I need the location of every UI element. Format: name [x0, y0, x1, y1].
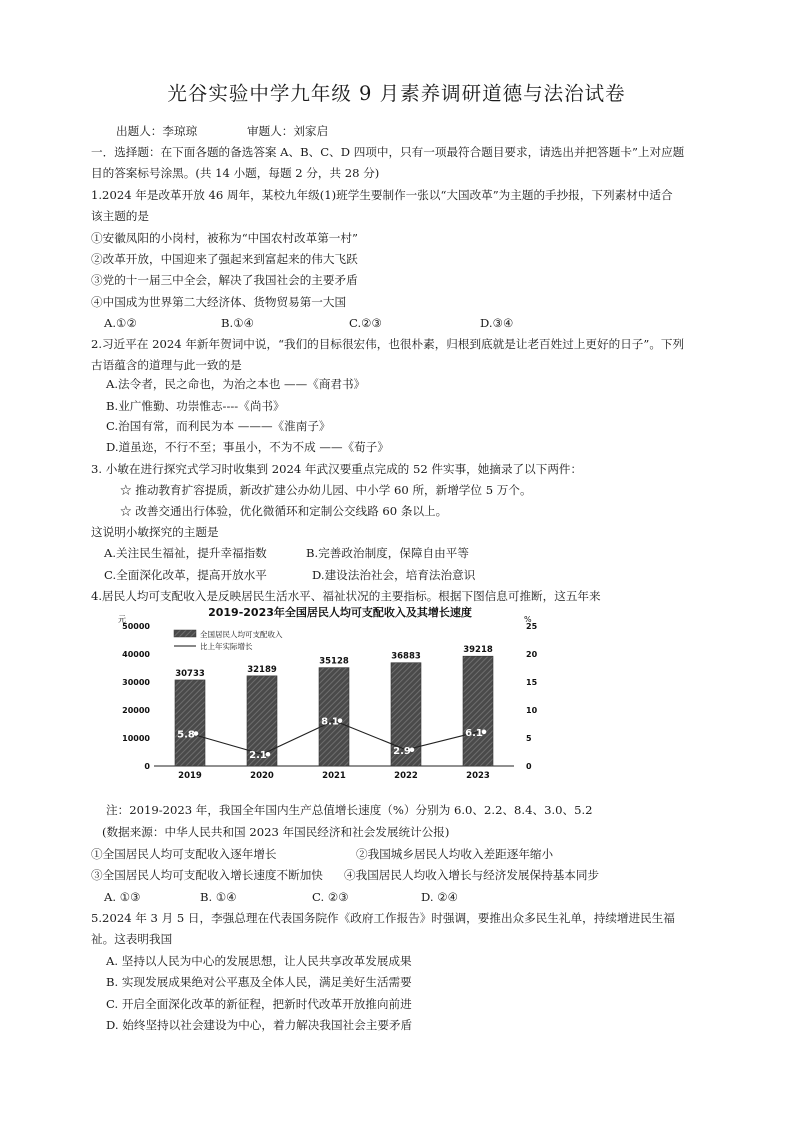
left-tick-label: 10000 [122, 734, 150, 743]
q1-option-b[interactable]: B.①④ [221, 316, 254, 330]
q4-item: ①全国居民人均可支配收入逐年增长 [91, 847, 277, 861]
growth-label: 2.9 [393, 745, 411, 757]
q1-item: ④中国成为世界第二大经济体、货物贸易第一大国 [91, 295, 347, 309]
left-tick-label: 50000 [122, 622, 150, 631]
section-heading-line1: 一．选择题：在下面各题的备选答案 A、B、C、D 四项中，只有一项最符合题目要求，请选出并把答题卡”上对应题 [91, 145, 685, 159]
q2-option-a[interactable]: A.法令者，民之命也，为治之本也 ——《商君书》 [106, 377, 366, 391]
q1-option-d[interactable]: D.③④ [480, 316, 514, 330]
income-chart [104, 604, 544, 784]
setter-label: 出题人：李琼琼 [116, 124, 198, 138]
q1-option-c[interactable]: C.②③ [349, 316, 382, 330]
q4-source: (数据来源：中华人民共和国 2023 年国民经济和社会发展统计公报) [102, 825, 450, 839]
income-bar [463, 656, 493, 766]
q4-option-c[interactable]: C. ②③ [312, 890, 349, 904]
right-tick-label: 25 [526, 622, 538, 631]
growth-label: 8.1 [321, 716, 339, 728]
q1-item: ①安徽凤阳的小岗村，被称为“中国农村改革第一村” [91, 231, 358, 245]
q3-bullet: ☆ 改善交通出行体验，优化微循环和定制公交线路 60 条以上。 [120, 504, 448, 518]
x-tick-label: 2019 [178, 771, 202, 781]
q2-option-c[interactable]: C.治国有常，而利民为本 ———《淮南子》 [106, 419, 331, 433]
q5-option-b[interactable]: B. 实现发展成果绝对公平惠及全体人民，满足美好生活需要 [106, 975, 412, 989]
legend-bar-swatch [174, 630, 196, 637]
page-title: 光谷实验中学九年级 9 月素养调研道德与法治试卷 [167, 82, 626, 105]
q4-option-a[interactable]: A. ①③ [104, 890, 141, 904]
q5-option-d[interactable]: D. 始终坚持以社会建设为中心，着力解决我国社会主要矛盾 [106, 1018, 413, 1032]
left-tick-label: 40000 [122, 650, 150, 659]
growth-label: 5.8 [177, 729, 195, 741]
q3-stem: 3. 小敏在进行探究式学习时收集到 2024 年武汉要重点完成的 52 件实事，她摘录了以下两件： [91, 462, 583, 476]
q3-lead: 这说明小敏探究的主题是 [91, 525, 219, 539]
q2-stem-line1: 2.习近平在 2024 年新年贺词中说，“我们的目标很宏伟，也很朴素，归根到底就是让老百姓过上更好的日子”。下列 [91, 337, 685, 351]
left-tick-label: 20000 [122, 706, 150, 715]
q3-bullet: ☆ 推动教育扩容提质，新改扩建公办幼儿园、中小学 60 所，新增学位 5 万个。 [120, 483, 532, 497]
q2-option-b[interactable]: B.业广惟勤、功崇惟志----《尚书》 [106, 399, 285, 413]
income-bar-label: 35128 [319, 656, 349, 667]
q3-option-b[interactable]: B.完善政治制度，保障自由平等 [306, 546, 469, 560]
q4-stem: 4.居民人均可支配收入是反映居民生活水平、福祉状况的主要指标。根据下图信息可推断，这五年来 [91, 589, 601, 603]
q5-option-a[interactable]: A. 坚持以人民为中心的发展思想，让人民共享改革发展成果 [106, 954, 412, 968]
q1-option-a[interactable]: A.①② [104, 316, 137, 330]
growth-label: 6.1 [465, 727, 483, 739]
reviewer-label: 审题人：刘家启 [247, 124, 329, 138]
q2-stem-line2: 古语蕴含的道理与此一致的是 [91, 358, 242, 372]
section-heading-line2: 目的答案标号涂黑。(共 14 小题，每题 2 分，共 28 分) [91, 166, 380, 180]
right-tick-label: 15 [526, 678, 538, 687]
income-bar-label: 30733 [175, 668, 205, 679]
q5-stem-line1: 5.2024 年 3 月 5 日，李强总理在代表国务院作《政府工作报告》时强调，要推出众多民生礼单，持续增进民生福 [91, 911, 675, 925]
income-bar-label: 36883 [391, 651, 421, 662]
right-tick-label: 0 [526, 762, 532, 771]
x-tick-label: 2021 [322, 771, 346, 781]
growth-label: 2.1 [249, 750, 267, 762]
q1-item: ③党的十一届三中全会，解决了我国社会的主要矛盾 [91, 273, 358, 287]
x-tick-label: 2022 [394, 771, 418, 781]
right-axis-unit: % [524, 615, 532, 624]
income-bar-label: 39218 [463, 645, 493, 656]
q4-note: 注：2019-2023 年，我国全年国内生产总值增长速度（%）分别为 6.0、2.2、8.4、3.0、5.2 [106, 803, 593, 817]
q4-item: ②我国城乡居民人均收入差距逐年缩小 [356, 847, 554, 861]
q4-item: ③全国居民人均可支配收入增长速度不断加快 [91, 868, 323, 882]
legend-line-label: 比上年实际增长 [200, 642, 253, 651]
income-bar [175, 680, 205, 766]
right-tick-label: 20 [526, 650, 538, 659]
left-tick-label: 30000 [122, 678, 150, 687]
q4-item: ④我国居民人均收入增长与经济发展保持基本同步 [344, 868, 600, 882]
q4-option-d[interactable]: D. ②④ [421, 890, 459, 904]
x-tick-label: 2020 [250, 771, 274, 781]
chart-title: 2019-2023年全国居民人均可支配收入及其增长速度 [208, 606, 472, 619]
q3-option-d[interactable]: D.建设法治社会，培育法治意识 [312, 568, 476, 582]
q5-stem-line2: 祉。这表明我国 [91, 932, 173, 946]
q4-option-b[interactable]: B. ①④ [200, 890, 237, 904]
x-tick-label: 2023 [466, 771, 490, 781]
left-axis-unit: 元 [118, 615, 126, 624]
right-tick-label: 10 [526, 706, 538, 715]
income-bar-label: 32189 [247, 664, 277, 675]
q5-option-c[interactable]: C. 开启全面深化改革的新征程，把新时代改革开放推向前进 [106, 997, 412, 1011]
legend-bar-label: 全国居民人均可支配收入 [200, 630, 283, 639]
income-chart-svg [104, 604, 544, 784]
right-tick-label: 5 [526, 734, 532, 743]
left-tick-label: 0 [144, 762, 150, 771]
q1-stem-line2: 该主题的是 [91, 209, 149, 223]
q2-option-d[interactable]: D.道虽迩，不行不至；事虽小，不为不成 ——《荀子》 [106, 440, 389, 454]
q1-item: ②改革开放，中国迎来了强起来到富起来的伟大飞跃 [91, 252, 358, 266]
q1-stem-line1: 1.2024 年是改革开放 46 周年，某校九年级(1)班学生要制作一张以“大国改革”为主题的手抄报，下列素材中适合 [91, 188, 673, 202]
q3-option-a[interactable]: A.关注民生福祉，提升幸福指数 [104, 546, 267, 560]
q3-option-c[interactable]: C.全面深化改革，提高开放水平 [104, 568, 267, 582]
